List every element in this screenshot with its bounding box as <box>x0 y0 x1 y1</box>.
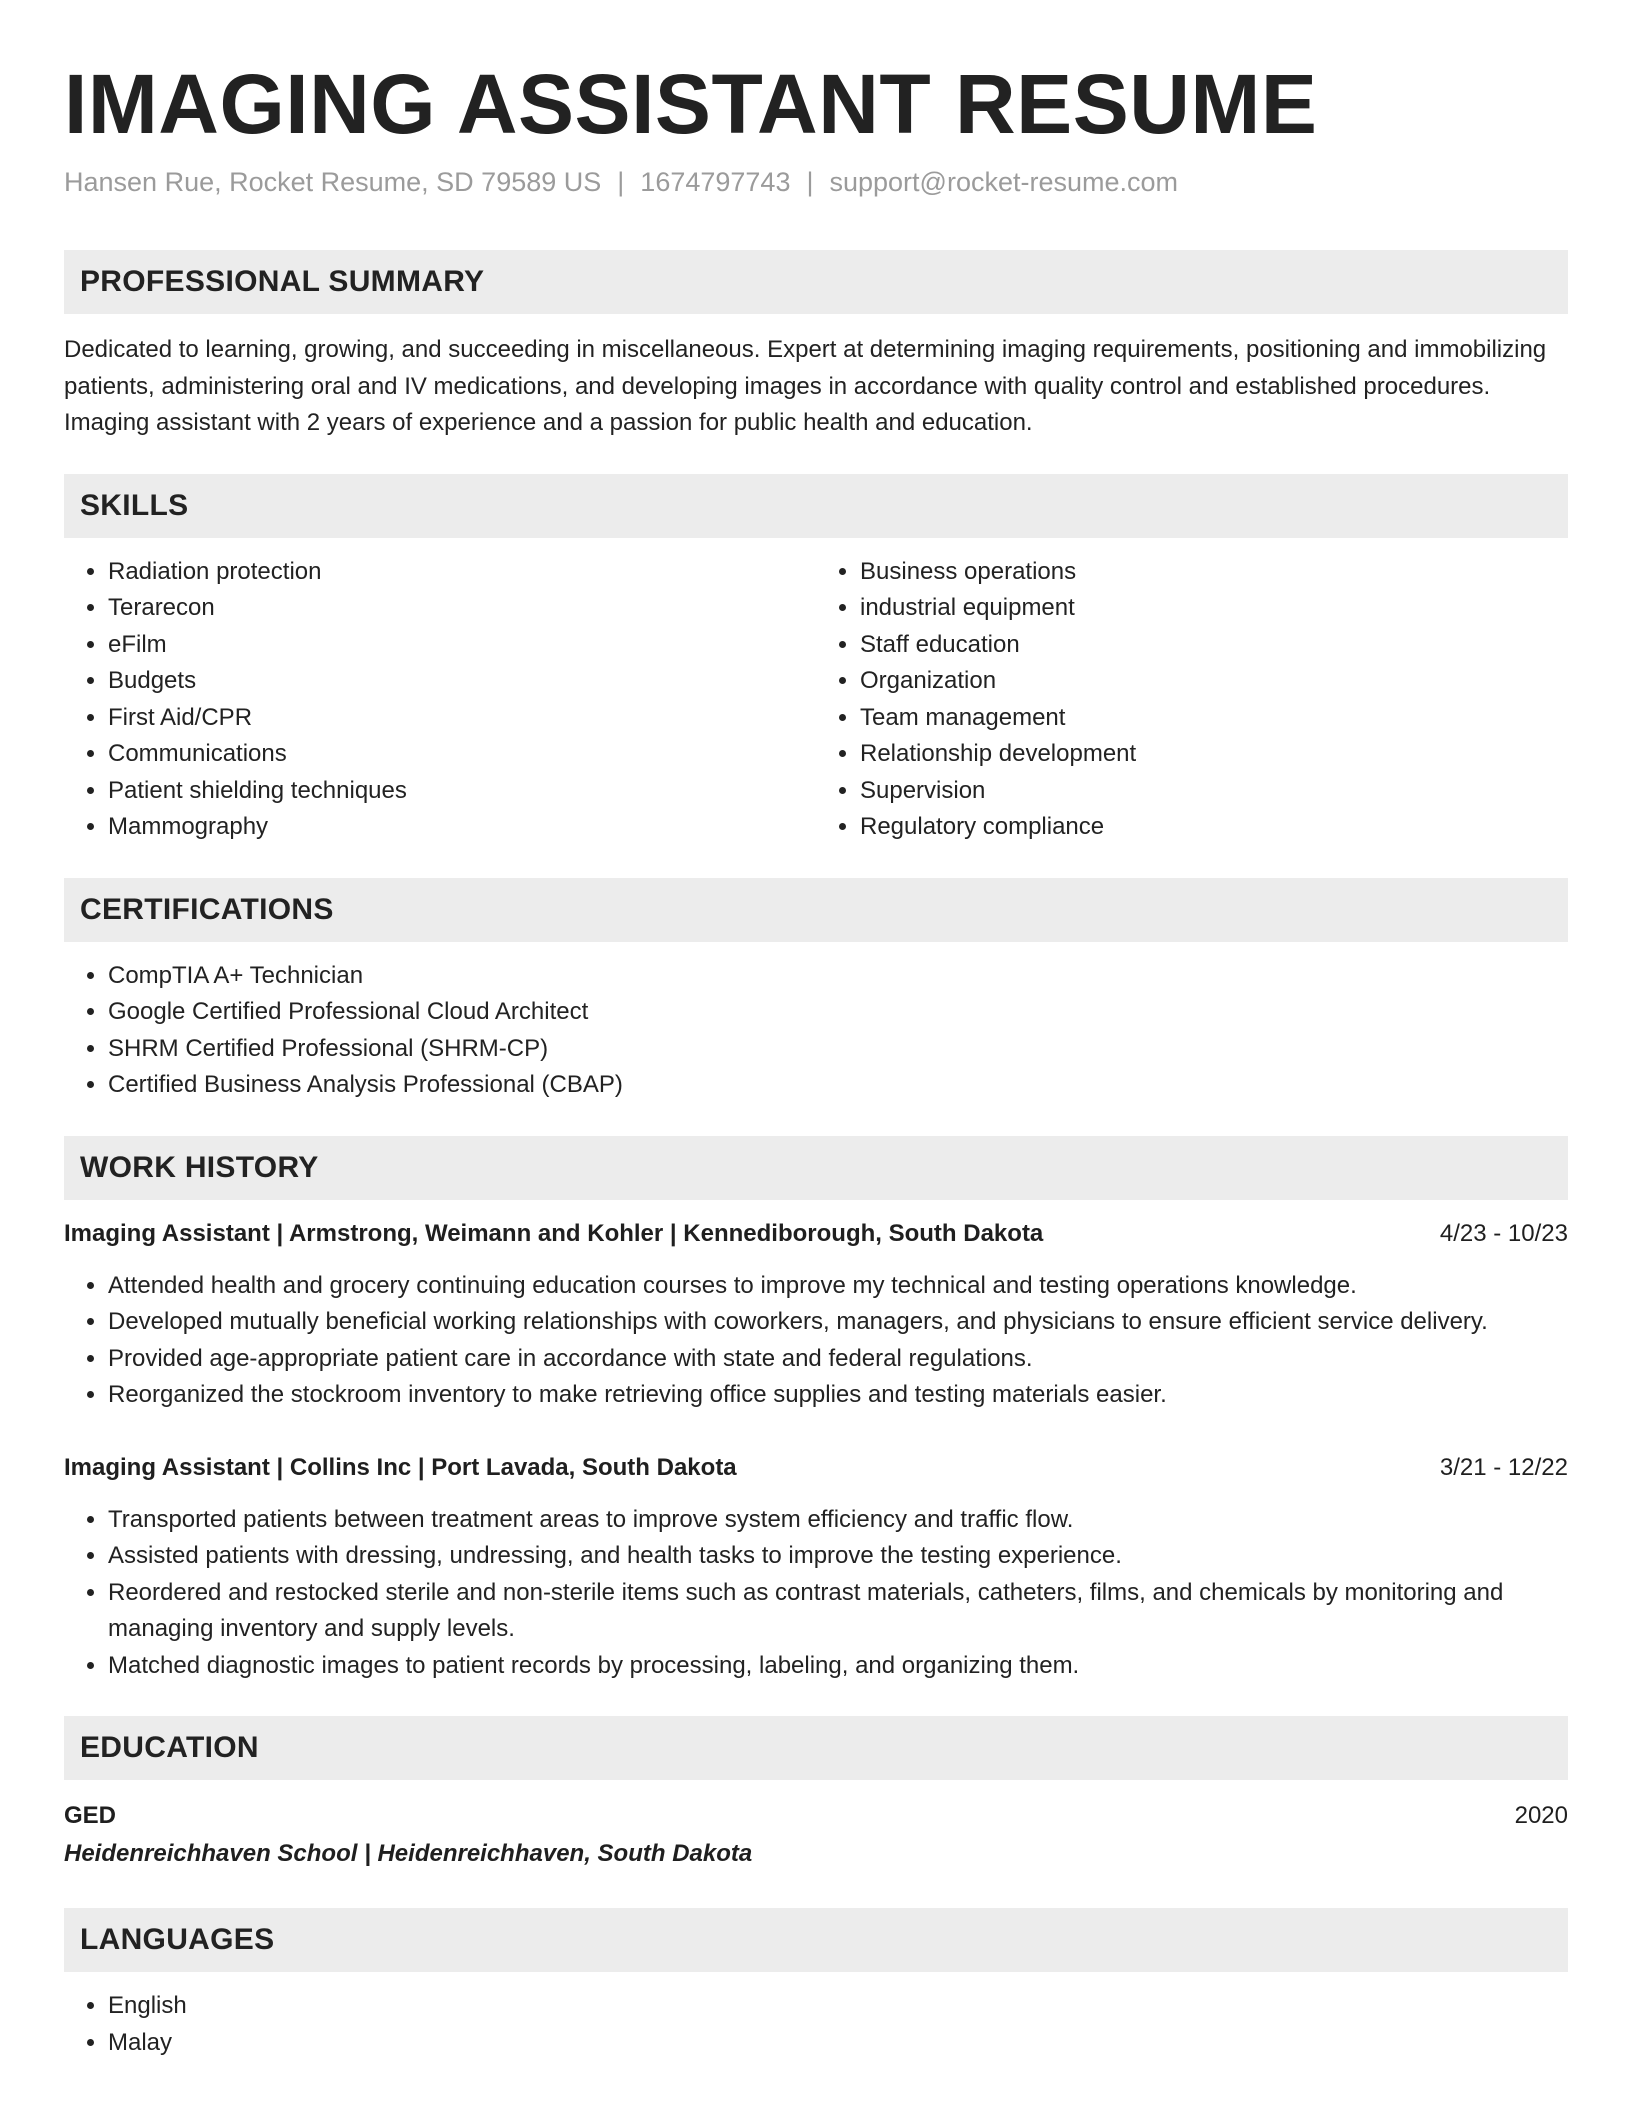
skill-item: • eFilm <box>108 627 816 664</box>
skill-item: • Team management <box>860 700 1568 737</box>
job-bullet: • Transported patients between treatment areas to improve system efficiency and traffic flow. <box>108 1502 1568 1539</box>
skill-item: • Supervision <box>860 773 1568 810</box>
skill-item: • Budgets <box>108 663 816 700</box>
certifications-list <box>64 958 1568 1104</box>
education-entry <box>64 1798 1568 1872</box>
job-entry <box>64 1216 1568 1414</box>
summary-text: Dedicated to learning, growing, and succeeding in miscellaneous. Expert at determining imaging requirements, positioning and immobilizing patients, administering oral and IV medications, and developing images in accordance with quality control and established procedures. Imaging assistant with 2 years of experience and a passion for public health and education. <box>64 336 1547 436</box>
contact-separator: | <box>806 167 814 197</box>
section-languages-header <box>64 1908 1568 1972</box>
contact-separator: | <box>617 167 625 197</box>
job-bullet: • Attended health and grocery continuing education courses to improve my technical and testing operations knowledge. <box>108 1268 1568 1305</box>
job-bullets <box>64 1502 1568 1685</box>
job-title: Imaging Assistant | Armstrong, Weimann and Kohler | Kennediborough, South Dakota <box>64 1219 1044 1247</box>
certification-item: • Certified Business Analysis Professional (CBAP) <box>108 1067 1568 1104</box>
skill-item: • Relationship development <box>860 736 1568 773</box>
education-school: Heidenreichhaven School | Heidenreichhaven, South Dakota <box>64 1840 753 1867</box>
skill-item: • Mammography <box>108 809 816 846</box>
skills-column-right <box>816 554 1568 846</box>
skill-item: • Radiation protection <box>108 554 816 591</box>
language-item: • English <box>108 1988 1568 2025</box>
section-heading: SKILLS <box>80 488 189 522</box>
skill-item: • Patient shielding techniques <box>108 773 816 810</box>
skill-item: • Organization <box>860 663 1568 700</box>
skill-item: • Business operations <box>860 554 1568 591</box>
job-bullet: • Reordered and restocked sterile and non-sterile items such as contrast materials, catheters, films, and chemicals by monitoring and managing inventory and supply levels. <box>108 1575 1568 1648</box>
skill-item: • Communications <box>108 736 816 773</box>
resume-page <box>64 0 1568 2061</box>
skills-list <box>64 554 1568 846</box>
section-heading: CERTIFICATIONS <box>80 892 334 926</box>
job-header <box>64 1216 1568 1252</box>
job-dates: 4/23 - 10/23 <box>1439 1219 1568 1247</box>
education-degree: GED <box>64 1802 117 1829</box>
section-heading: EDUCATION <box>80 1731 259 1764</box>
resume-title: IMAGING ASSISTANT RESUME <box>64 57 1318 151</box>
job-dates: 3/21 - 12/22 <box>1439 1453 1568 1481</box>
education-year: 2020 <box>1514 1802 1568 1829</box>
job-entry <box>64 1450 1568 1685</box>
job-bullets <box>64 1268 1568 1414</box>
contact-email[interactable]: support@rocket-resume.com <box>829 167 1179 197</box>
job-title: Imaging Assistant | Collins Inc | Port Lavada, South Dakota <box>64 1453 737 1481</box>
job-bullet: • Developed mutually beneficial working relationships with coworkers, managers, and physicians to ensure efficient service delivery. <box>108 1304 1568 1341</box>
job-bullet: • Provided age-appropriate patient care in accordance with state and federal regulations. <box>108 1341 1568 1378</box>
section-work-header <box>64 1136 1568 1200</box>
section-heading: PROFESSIONAL SUMMARY <box>80 265 485 298</box>
skill-item: • Terarecon <box>108 590 816 627</box>
language-item: • Malay <box>108 2025 1568 2062</box>
contact-phone: 1674797743 <box>640 167 791 197</box>
section-education-header <box>64 1716 1568 1780</box>
job-bullet: • Assisted patients with dressing, undressing, and health tasks to improve the testing experience. <box>108 1538 1568 1575</box>
skill-item: • Regulatory compliance <box>860 809 1568 846</box>
section-summary-header <box>64 250 1568 314</box>
certification-item: • CompTIA A+ Technician <box>108 958 1568 995</box>
contact-address: Hansen Rue, Rocket Resume, SD 79589 US <box>64 167 602 197</box>
job-bullet: • Matched diagnostic images to patient records by processing, labeling, and organizing them. <box>108 1648 1568 1685</box>
skill-item: • First Aid/CPR <box>108 700 816 737</box>
contact-line <box>64 164 1568 200</box>
section-certifications-header <box>64 878 1568 942</box>
job-bullet: • Reorganized the stockroom inventory to make retrieving office supplies and testing materials easier. <box>108 1377 1568 1414</box>
skill-item: • industrial equipment <box>860 590 1568 627</box>
job-header <box>64 1450 1568 1486</box>
section-skills-header <box>64 474 1568 538</box>
section-heading: LANGUAGES <box>80 1923 275 1956</box>
skills-column-left <box>64 554 816 846</box>
certification-item: • Google Certified Professional Cloud Architect <box>108 994 1568 1031</box>
section-heading: WORK HISTORY <box>80 1150 319 1184</box>
languages-list <box>64 1988 1568 2061</box>
certification-item: • SHRM Certified Professional (SHRM-CP) <box>108 1031 1568 1068</box>
education-header <box>64 1798 1568 1834</box>
skill-item: • Staff education <box>860 627 1568 664</box>
